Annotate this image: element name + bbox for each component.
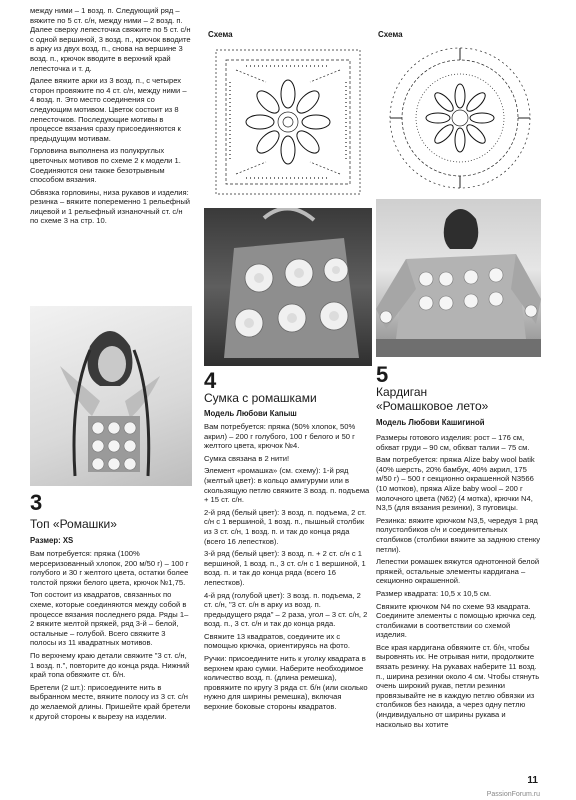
crochet-chart-square-icon: [206, 42, 370, 207]
item-title-5-line1: Кардиган: [376, 385, 428, 399]
watermark: PassionForum.ru: [486, 791, 540, 798]
item-number-4: 4: [204, 368, 217, 393]
paragraph: 2-й ряд (белый цвет): 3 возд. п. подъема, 2 ст. с/н с 1 вершиной, 1 возд. п., пышный столбик из 3 ст. с/н, 1 возд. п. и так до конца ряда (всего 16 лепестков).: [204, 507, 367, 546]
paragraph: Ручки: присоедините нить к уголку квадрата в верхнем краю сумки. Наберите необходимое количество возд. п. (длина ремешка), провяжите по кругу 3 ряда ст. б/н (или сколько нужно для ширины ремешка), включая верхние боковые стороны квадратов.: [204, 654, 368, 712]
item-title-5-line2: «Ромашковое лето»: [376, 399, 489, 413]
item-title-4: Сумка с ромашками: [204, 391, 317, 405]
schema-label-5: Схема: [378, 30, 403, 39]
paragraph: Бретели (2 шт.): присоедините нить в выбранном месте, вяжите полосу из 3 ст. с/н до желаемой длины. Пришейте край бретели к другой стороны к вырезу на изделии.: [30, 682, 191, 721]
paragraph: 3-й ряд (белый цвет): 3 возд. п. + 2 ст. с/н с 1 вершиной, 1 возд. п., 3 ст. с/н с 1 вершиной, 1 возд. п. и так до конца ряда (всего 16 лепестков).: [204, 549, 366, 587]
paragraph: Размеры готового изделия: рост – 176 см, обхват груди – 90 см, обхват талии – 75 см.: [376, 433, 530, 452]
paragraph: Лепестки ромашек вяжутся однотонной белой пряжей, остальные элементы кардигана – секционно окрашенной.: [376, 557, 540, 586]
paragraph: Обвязка горловины, низа рукавов и изделия: резинка – вяжите попеременно 1 рельефный лицевой и 1 рельефный изнаночный ст. с/н по схеме 3 на стр. 10.: [30, 187, 191, 226]
bag-illustration: [204, 208, 372, 366]
item-title-3: Топ «Ромашки»: [30, 517, 117, 531]
item-author-4: Модель Любови Капыш: [204, 409, 297, 418]
paragraph: Горловина выполнена из полукруглых цветочных мотивов по схеме 2 к модели 1. Соединяются они также безотрывным способом вязания.: [30, 146, 181, 185]
model-silhouette: [30, 306, 192, 486]
item-number-5: 5: [376, 362, 389, 387]
item-3-text: [30, 549, 192, 724]
paragraph: Размер квадрата: 10,5 х 10,5 см.: [376, 588, 492, 598]
photo-top-model: [30, 306, 192, 486]
photo-cardigan: [376, 199, 541, 357]
paragraph: Свяжите 13 квадратов, соедините их с помощью крючка, ориентируясь на фото.: [204, 631, 350, 651]
paragraph: Вам потребуется: пряжа (50% хлопок, 50% акрил) – 200 г голубого, 100 г белого и 50 г желтого цвета, крючок №4.: [204, 422, 356, 451]
paragraph: между ними – 1 возд. п. Следующий ряд – вяжите по 5 ст. с/н, между ними – 2 возд. п. Далее сверху лепесточка свяжите по 5 ст. с/н с одной вершиной, 3 возд. п., крючок вводите в арку из двух возд. п., снова на вершине 3 возд. п., крючок вводите в верхний край лепесточка и т. д.: [30, 6, 191, 73]
paragraph: Вам потребуется: пряжа Alize baby wool batik (40% шерсть, 20% бамбук, 40% акрил, 175 м/50 г) – 500 г секционно окрашенной N3566 (10 мотков), пряжа Alize baby wool – 200 г молочного цвета (N62) (4 мотка), крючки N4, N3,5 (для вязания резинки), 3 пуговицы.: [376, 455, 535, 513]
paragraph: По верхнему краю детали свяжите "3 ст. с/н, 1 возд. п.", повторите до конца ряда. Нижний край топа обвяжите ст. б/н.: [30, 650, 190, 680]
item-5-text: [376, 433, 541, 732]
paragraph: Далее вяжите арки из 3 возд. п., с четырех сторон провяжите по 4 ст. с/н, между ними – 4 возд. п. Это место соединения со следующим мотивом. Цветок состоит из 8 лепесточков. Последующие мотивы в процессе вязания сразу присоединяются к предыдущим мотивам.: [30, 76, 187, 143]
item-size-3: Размер: XS: [30, 536, 74, 545]
item-number-3: 3: [30, 490, 43, 515]
photo-bag: [204, 208, 372, 366]
paragraph: Вам потребуется: пряжа (100% мерсеризованный хлопок, 200 м/50 г) – 100 г голубого и 30 г желтого цвета, остатки более толстой пряжи белого цвета, крючок №1,75.: [30, 549, 189, 587]
paragraph: Топ состоит из квадратов, связанных по схеме, которые соединяются между собой в процессе вязания последнего ряда. Ряды 1–2 вяжите желтой пряжей, ряд 3-й – белой, остальные – голубой. Всего свяжите 3 полосы из 11 квадратных мотивов.: [30, 590, 189, 648]
cardigan-illustration: [376, 199, 541, 357]
schema-label-4: Схема: [208, 30, 233, 39]
paragraph: Свяжите крючком N4 по схеме 93 квадрата. Соедините элементы с помощью крючка сед. столбиками в соответствии со схемой изделия.: [376, 601, 537, 640]
page-number: 11: [527, 775, 538, 786]
paragraph: Элемент «ромашка» (см. схему): 1-й ряд (желтый цвет): в кольцо амигуруми или в скользящую петлю свяжите 3 возд. п. подъема + 15 ст. с/н.: [204, 466, 370, 505]
item-4-text: [204, 422, 370, 715]
paragraph: 4-й ряд (голубой цвет): 3 возд. п. подъема, 2 ст. с/н, "3 ст. с/н в арку из возд. п. предыдущего ряда" – 2 раза, угол – 3 ст. с/н, 2 возд. п., 3 ст. с/н и так до конца ряда.: [204, 590, 368, 629]
paragraph: Все края кардигана обвяжите ст. б/н, чтобы выровнять их. Не отрывая нити, продолжите вязать резинку. На рукавах наберите 11 возд. п., ширина резинки около 4 см. Чтобы стянуть очень широкий рукав, петли резинки провязывайте не в каждую петлю обвязки из столбиков без накида, а через одну петлю (индивидуально от ширины рукава и насколько вы хотите: [376, 642, 540, 729]
item-author-5: Модель Любови Кашигиной: [376, 418, 485, 427]
paragraph: Сумка связана в 2 нити!: [204, 453, 290, 463]
column-1-top-text: [30, 6, 192, 229]
paragraph: Резинка: вяжите крючком N3,5, чередуя 1 ряд полустолбиков с/н и соединительных столбиков (столбики вяжите за заднюю стенку петли).: [376, 515, 541, 554]
crochet-chart-round-icon: [380, 38, 540, 203]
